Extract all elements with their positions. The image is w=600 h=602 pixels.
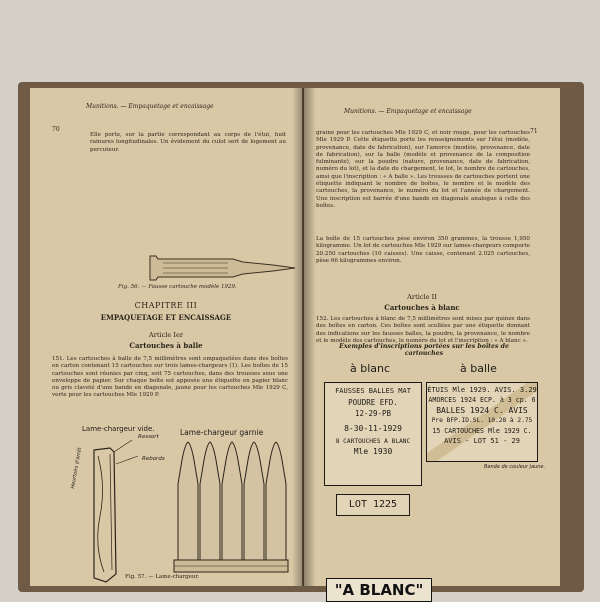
- handwritten-a-balle: à balle: [460, 362, 497, 375]
- article-1-title: Cartouches à balle: [129, 341, 203, 350]
- chapter-title: EMPAQUETAGE ET ENCAISSAGE: [100, 313, 232, 322]
- stamp-lot-text: LOT 1225: [348, 499, 398, 510]
- label-rebords: Rebords: [142, 456, 165, 462]
- stamp-ball-cartridges: [426, 382, 538, 462]
- book-gutter: [292, 88, 316, 586]
- label-empty-clip: Lame-chargeur vide.: [82, 425, 155, 433]
- intro-text: Elle porte, sur la partie correspondant au corps de l'étui, huit rainures longitudinales. Un évidement du culot sert de logement au percuteur.: [90, 132, 286, 153]
- running-header-left: Munitions. — Empaquetage et encaissage: [86, 103, 214, 110]
- stamp-blanc-line5: 8 CARTOUCHES A BLANC: [335, 438, 411, 445]
- stamp-blank-cartridges: [324, 382, 422, 486]
- stamp-blanc-line6: Mle 1930: [353, 447, 393, 456]
- page-number-left: 70: [52, 126, 60, 133]
- a-blanc-label: "A BLANC": [326, 578, 432, 602]
- stamp-lot: [336, 494, 410, 516]
- figure-57-caption: Fig. 57. — Lame-chargeur.: [125, 574, 200, 580]
- stamp-balle-line1: ÉTUIS Mle 1929. AVIS. 3.29: [427, 386, 537, 394]
- paragraph-151: 151. Les cartouches à balle de 7,5 millimètres sont empaquetées dans des boîtes en carton contenant 15 cartouches sur trois lames-chargeurs (1). Les boîtes de 15 cartouches sont réunies par cinq, soit 75 cartouches, dans des trousses sous une enveloppe de papier. Sur chaque boîte est apposée une étiquette en papier blanc ou gris claveté d'une bande en diagonale, jaune pour les cartouches Mle 1929 C, verte pour les cartouches Mle 1929 P.: [52, 356, 288, 399]
- handwritten-a-blanc: à blanc: [350, 362, 391, 375]
- label-full-clip: Lame-chargeur garnie: [180, 428, 264, 437]
- article-2-label: Article II: [407, 293, 437, 301]
- label-ressort: Ressort: [138, 434, 159, 440]
- paragraph-152: 152. Les cartouches à blanc de 7,5 millimètres sont mises par quinze dans des boîtes en carton. Ces boîtes sont scellées par une étiquette donnant des indications sur les fausses balles, la poudre, la provenance, le nombre et le modèle des cartouches, le numéro du lot et l'inscription : « A blanc ».: [316, 316, 530, 344]
- stamp-balle-line5: 15 CARTOUCHES Mle 1929 C.: [432, 427, 532, 435]
- examples-title: Exemples d'inscriptions portées sur les boîtes de cartouches: [339, 343, 509, 357]
- empty-clip-illustration: [80, 446, 150, 586]
- stamp-balle-line4: Pre BFP.ID.SL. 10.28 à 2.75: [431, 417, 533, 424]
- stripe-note: Bande de couleur jaune.: [484, 464, 546, 470]
- chapter-number: CHAPITRE III: [134, 301, 198, 310]
- left-page: [30, 88, 302, 586]
- stamp-blanc-line3: 12-29-PB: [354, 409, 392, 418]
- right-text-top: graine pour les cartouches Mle 1929 C, et noir rouge, pour les cartouches Mle 1929 P. Cette étiquette porte les renseignements sur l'étui (modèle, provenance, date de fabrication), sur l'amorce (modèle, provenance, date de fabrication), sur la balle (modèle et provenance de la composition fulminante), sur la poudre (nature, provenance, date de fabrication, numéro du lot), et la date du chargement, le lot, le nombre de cartouches, ainsi que l'inscription : « A balle ». Les trousses de cartouches portent une étiquette indiquant le nombre de boîtes, le nombre et le modèle des cartouches, la provenance, le numéro du lot et l'année de chargement. Une inscription est barrée d'une bande en diagonale analogue à celle des boîtes.: [316, 130, 530, 209]
- label-heurtoirs: Heurtoirs d'arrêt: [70, 447, 84, 490]
- page-number-right: 71: [530, 128, 538, 135]
- right-page: [304, 88, 560, 599]
- figure-56-caption: Fig. 56. — Fausse cartouche modèle 1929.: [118, 284, 237, 290]
- right-text-weights: La boîte de 15 cartouches pèse environ 350 grammes, la trousse 1,950 kilogramme. Un lot de cartouches Mle 1929 sur lames-chargeurs comporte 20.250 cartouches (10 caisses). Une caisse, contenant 2.025 cartouches, pèse 66 kilogrammes environ.: [316, 236, 530, 264]
- stamp-blanc-line2: POUDRE EFD.: [348, 398, 398, 407]
- running-header-right: Munitions. — Empaquetage et encaissage: [344, 108, 472, 115]
- stamp-balle-line6: AVIS - LOT 51 - 29: [444, 437, 520, 445]
- stamp-blanc-line4: 8-30-11-1929: [344, 424, 402, 433]
- article-2-title: Cartouches à blanc: [384, 303, 460, 312]
- fake-cartridge-illustration: [148, 248, 298, 288]
- stamp-balle-line2: AMORCES 1924 ECP. à 3 cp. 6: [428, 396, 536, 404]
- article-1-label: Article Ier: [148, 331, 184, 339]
- stamp-blanc-line1: FAUSSES BALLES MAT: [335, 387, 411, 395]
- stamp-balle-line3: BALLES 1924 C. AVIS: [436, 406, 528, 415]
- full-clip-illustration: [170, 440, 288, 586]
